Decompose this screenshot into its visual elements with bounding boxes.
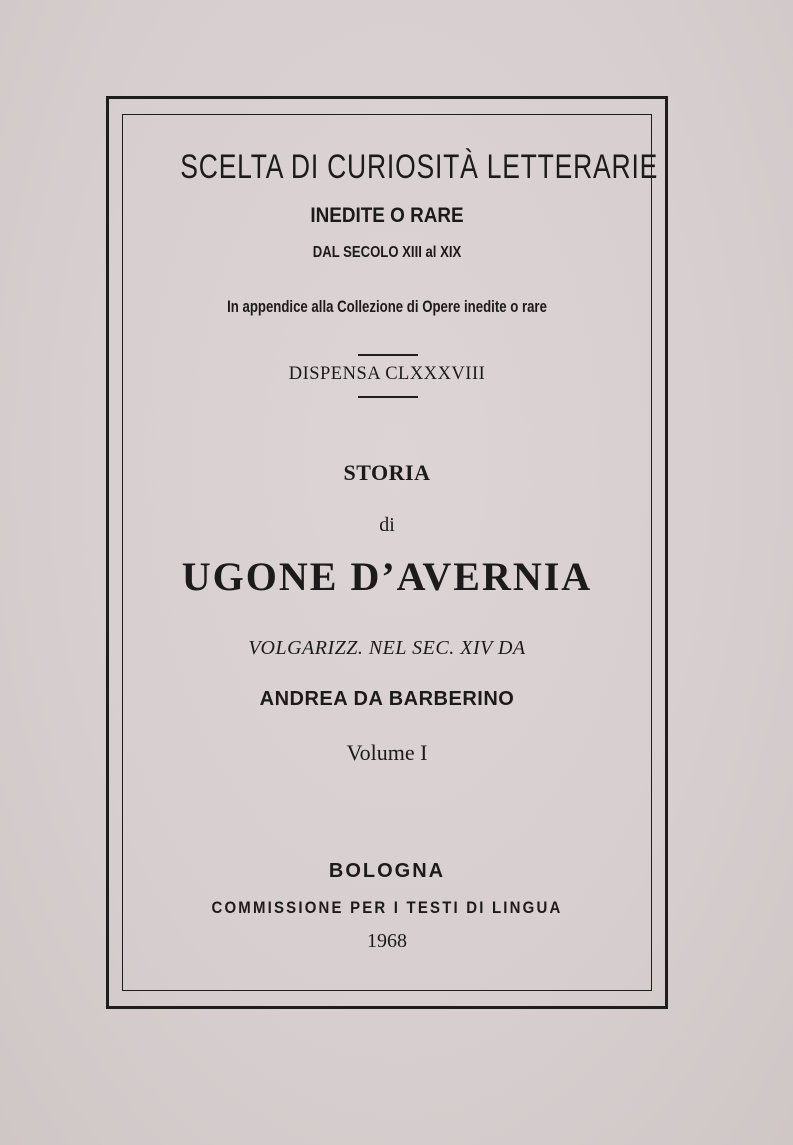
publication-city: BOLOGNA xyxy=(328,860,446,882)
main-title: UGONE D’AVERNIA xyxy=(181,554,593,599)
publication-year: 1968 xyxy=(367,930,407,952)
author-name: ANDREA DA BARBERINO xyxy=(259,688,515,710)
divider-rule-bottom xyxy=(358,396,418,398)
title-connector: di xyxy=(379,514,395,536)
work-label: STORIA xyxy=(343,460,431,485)
series-title: SCELTA DI CURIOSITÀ LETTERARIE xyxy=(180,148,659,186)
series-subtitle-inedite: INEDITE O RARE xyxy=(310,204,464,227)
volume-number: Volume I xyxy=(346,740,428,765)
series-subtitle-centuries: DAL SECOLO XIII al XIX xyxy=(312,244,462,261)
dispensa-number: DISPENSA CLXXXVIII xyxy=(288,364,486,384)
divider-rule-top xyxy=(358,354,418,356)
translation-note: VOLGARIZZ. NEL SEC. XIV DA xyxy=(248,637,526,659)
appendix-note: In appendice alla Collezione di Opere inedite o rare xyxy=(227,298,547,316)
publisher-name: COMMISSIONE PER I TESTI DI LINGUA xyxy=(211,898,563,917)
